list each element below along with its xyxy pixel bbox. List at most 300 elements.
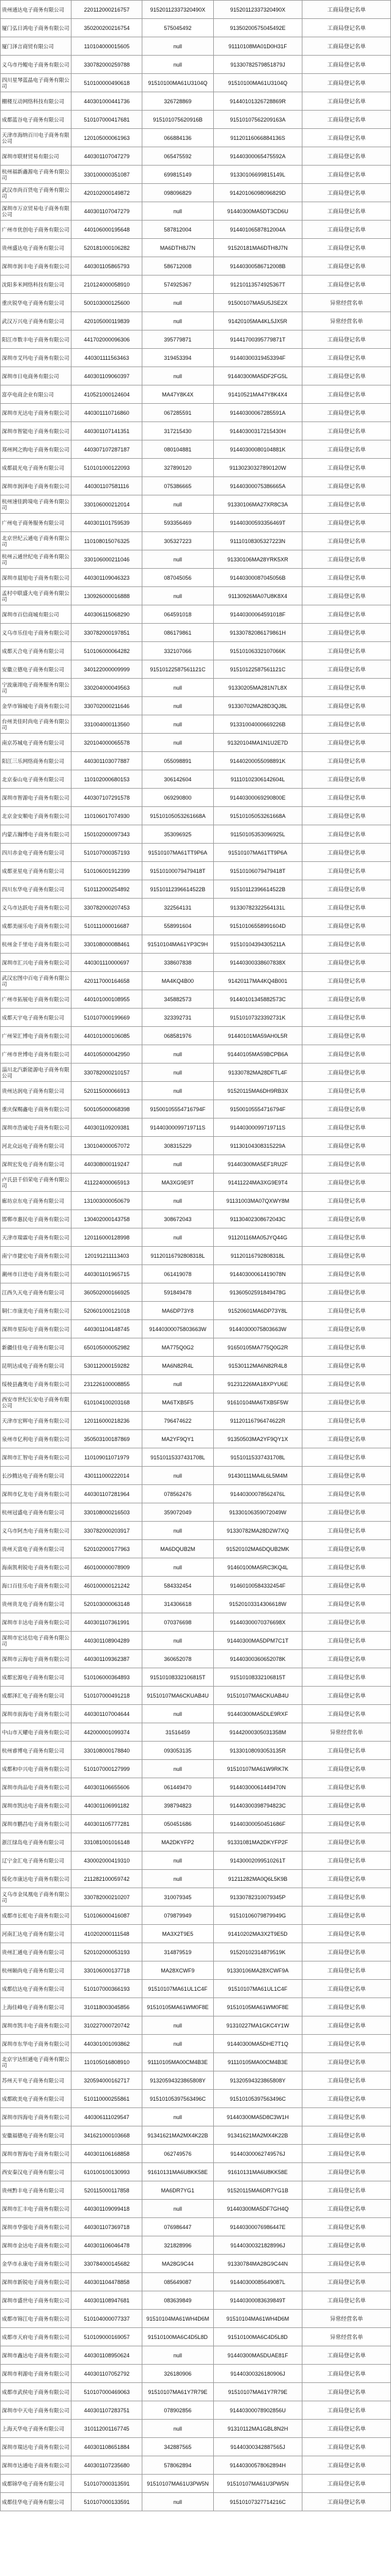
list-type-cell: 工商局登记名单 xyxy=(302,459,391,477)
list-type-cell: 工商局登记名单 xyxy=(302,587,391,605)
registration-number-cell: 110109011071979 xyxy=(71,1448,142,1467)
table-row xyxy=(1,2475,391,2493)
table-row xyxy=(1,2071,391,2090)
list-type-cell: 工商局登记名单 xyxy=(302,1228,391,1247)
org-code-cell: MA28XCWF9 xyxy=(142,1961,213,1980)
table-row xyxy=(1,111,391,129)
org-code-cell: 332107066 xyxy=(142,642,213,660)
table-row xyxy=(1,2310,391,2328)
registration-number-cell: 440301108904289 xyxy=(71,1632,142,1650)
org-code-cell: 586712008 xyxy=(142,257,213,275)
company-name-cell: 昆明达成电子商务有限公司 xyxy=(1,1357,71,1375)
table-row xyxy=(1,2108,391,2126)
credit-code-cell: 91510106079479418T xyxy=(213,862,302,880)
registration-number-cell: 440301106046478 xyxy=(71,2236,142,2255)
list-type-cell: 工商局登记名单 xyxy=(302,642,391,660)
list-type-cell: 工商局登记名单 xyxy=(302,1375,391,1393)
org-code-cell: null xyxy=(142,495,213,514)
registration-number-cell: 510107000491218 xyxy=(71,1687,142,1705)
credit-code-cell: 91510104394305211A xyxy=(213,935,302,954)
registration-number-cell: 310112001167745 xyxy=(71,2420,142,2438)
table-row xyxy=(1,74,391,92)
list-type-cell: 异常经营名单 xyxy=(302,1723,391,1742)
credit-code-cell: 91440300061449470N xyxy=(213,1778,302,1797)
table-row xyxy=(1,1815,391,1833)
list-type-cell: 工商局登记名单 xyxy=(302,1265,391,1283)
org-code-cell: MA28G9C44 xyxy=(142,2255,213,2273)
company-name-cell: 北京泰山电子商务有限公司 xyxy=(1,770,71,789)
table-row xyxy=(1,2456,391,2475)
registration-number-cell: 330106000212014 xyxy=(71,495,142,514)
org-code-cell: null xyxy=(142,2493,213,2511)
credit-code-cell: 91350200575045492E xyxy=(213,19,302,37)
registration-number-cell: 330108000216503 xyxy=(71,1503,142,1522)
table-row xyxy=(1,1155,391,1173)
credit-code-cell: 91440106587812004A xyxy=(213,221,302,239)
list-type-cell: 工商局登记名单 xyxy=(302,202,391,221)
table-row xyxy=(1,257,391,275)
org-code-cell: null xyxy=(142,1045,213,1064)
registration-number-cell: 440301103077887 xyxy=(71,752,142,770)
credit-code-cell: 91510112396614522B xyxy=(213,880,302,899)
table-row xyxy=(1,880,391,899)
list-type-cell: 工商局登记名单 xyxy=(302,2090,391,2108)
org-code-cell: 326180906 xyxy=(142,2365,213,2383)
credit-code-cell: 91341621MA2MX4K22B xyxy=(213,2126,302,2145)
table-row xyxy=(1,1760,391,1778)
registration-number-cell: 440101000108955 xyxy=(71,990,142,1009)
registration-number-cell: 530112000159282 xyxy=(71,1357,142,1375)
registration-number-cell: 320594000162717 xyxy=(71,2071,142,2090)
table-row xyxy=(1,239,391,257)
list-type-cell: 工商局登记名单 xyxy=(302,404,391,422)
company-name-cell: 杭州金千里电子商务有限公司 xyxy=(1,935,71,954)
org-code-cell: 069290800 xyxy=(142,789,213,807)
credit-code-cell: 91440300319453394F xyxy=(213,349,302,367)
table-row xyxy=(1,1742,391,1760)
org-code-cell: 91440300099719711S xyxy=(142,1118,213,1137)
table-row xyxy=(1,477,391,495)
list-type-cell: 工商局登记名单 xyxy=(302,1393,391,1412)
org-code-cell: MA6DTH8J7N xyxy=(142,239,213,257)
list-type-cell: 工商局登记名单 xyxy=(302,1302,391,1320)
registration-number-cell: 440301000441736 xyxy=(71,92,142,111)
org-code-cell: null xyxy=(142,37,213,56)
org-code-cell: 068581976 xyxy=(142,1027,213,1045)
table-row xyxy=(1,899,391,917)
company-name-cell: 成都亚星电子商务有限公司 xyxy=(1,862,71,880)
table-row xyxy=(1,2236,391,2255)
org-code-cell: null xyxy=(142,1155,213,1173)
registration-number-cell: 500105000068398 xyxy=(71,1100,142,1118)
credit-code-cell: 91120116MA05JYQ44G xyxy=(213,1228,302,1247)
list-type-cell: 工商局登记名单 xyxy=(302,752,391,770)
list-type-cell: 工商局登记名单 xyxy=(302,1009,391,1027)
table-row xyxy=(1,1797,391,1815)
list-type-cell: 工商局登记名单 xyxy=(302,899,391,917)
registration-number-cell: 520115000117858 xyxy=(71,2181,142,2200)
registration-number-cell: 130402000143758 xyxy=(71,1210,142,1228)
credit-code-cell: 91130402308672043C xyxy=(213,1210,302,1228)
list-type-cell: 工商局登记名单 xyxy=(302,166,391,184)
list-type-cell: 工商局登记名单 xyxy=(302,330,391,349)
list-type-cell: 工商局登记名单 xyxy=(302,2200,391,2218)
registration-number-cell: 510107000313591 xyxy=(71,2475,142,2493)
company-name-cell: 深圳市联财贸易有限公司 xyxy=(1,147,71,166)
credit-code-cell: 91110102306142604L xyxy=(213,770,302,789)
registration-number-cell: 430002000419310 xyxy=(71,1852,142,1870)
org-code-cell: 050451686 xyxy=(142,1815,213,1833)
registration-number-cell: 440301107581116 xyxy=(71,477,142,495)
credit-code-cell: 91130230327890120W xyxy=(213,459,302,477)
table-row xyxy=(1,1485,391,1503)
company-name-cell: 淄川北汽新能源电子商务有限公司 xyxy=(1,1064,71,1082)
company-name-cell: 成都佳华电子商务有限公司 xyxy=(1,2493,71,2511)
company-name-cell: 郑州网之购电子商务有限公司 xyxy=(1,440,71,459)
company-name-cell: 深圳市中天电子商务有限公司 xyxy=(1,2401,71,2420)
list-type-cell: 工商局登记名单 xyxy=(302,257,391,275)
company-name-cell: 深圳市金达电子商务有限公司 xyxy=(1,2236,71,2255)
registration-number-cell: 340122000009999 xyxy=(71,660,142,679)
registration-number-cell: 430111000222014 xyxy=(71,1467,142,1485)
company-name-cell: 中山市天耀电子商务有限公司 xyxy=(1,1723,71,1742)
list-type-cell: 工商局登记名单 xyxy=(302,1412,391,1430)
registration-number-cell: 460100000078909 xyxy=(71,1558,142,1577)
org-code-cell: 91510108332106815T xyxy=(142,1668,213,1687)
credit-code-cell: 91420117MA4KQ4B001 xyxy=(213,972,302,990)
org-code-cell: 321828996 xyxy=(142,2236,213,2255)
company-name-cell: 深圳市宏达信电子商务有限公司 xyxy=(1,1632,71,1650)
org-code-cell: null xyxy=(142,1375,213,1393)
credit-code-cell: 91440300MA5DF2FG5L xyxy=(213,367,302,385)
table-row xyxy=(1,2035,391,2053)
list-type-cell: 工商局登记名单 xyxy=(302,1558,391,1577)
company-name-cell: 广州市世博电子商务有限公司 xyxy=(1,1045,71,1064)
org-code-cell: 338607838 xyxy=(142,954,213,972)
company-name-cell: 北京宇达恒通电子商务有限公司 xyxy=(1,2053,71,2071)
credit-code-cell: 91360502591849478G xyxy=(213,1283,302,1302)
list-type-cell: 工商局登记名单 xyxy=(302,1925,391,1943)
table-row xyxy=(1,1870,391,1888)
list-type-cell: 工商局登记名单 xyxy=(302,1118,391,1137)
table-row xyxy=(1,221,391,239)
credit-code-cell: 91510106079879949G xyxy=(213,1906,302,1925)
credit-code-cell: 91330205MA281N7L8X xyxy=(213,679,302,697)
table-row xyxy=(1,972,391,990)
company-name-cell: 贵州盛达电子商务有限公司 xyxy=(1,239,71,257)
list-type-cell: 工商局登记名单 xyxy=(302,1027,391,1045)
org-code-cell: 796474622 xyxy=(142,1412,213,1430)
list-type-cell: 工商局登记名单 xyxy=(302,477,391,495)
list-type-cell: 工商局登记名单 xyxy=(302,2126,391,2145)
company-name-cell: 深圳市润泽电子商务有限公司 xyxy=(1,477,71,495)
registration-number-cell: 500103000125600 xyxy=(71,294,142,312)
registration-number-cell: 510111000016687 xyxy=(71,917,142,935)
org-code-cell: null xyxy=(142,2346,213,2365)
registration-number-cell: 420105000119839 xyxy=(71,312,142,330)
table-row xyxy=(1,404,391,422)
list-type-cell: 工商局登记名单 xyxy=(302,1906,391,1925)
list-type-cell: 工商局登记名单 xyxy=(302,1082,391,1100)
credit-code-cell: 91440300087045056B xyxy=(213,569,302,587)
credit-code-cell: 91510107323392731K xyxy=(213,1009,302,1027)
credit-code-cell: 91510107MA61W9RK7K xyxy=(213,1760,302,1778)
credit-code-cell: 91120116796474622R xyxy=(213,1412,302,1430)
registration-number-cell: 350503100187869 xyxy=(71,1430,142,1448)
registration-number-cell: 331004000113560 xyxy=(71,715,142,734)
credit-code-cell: 91440300078562476L xyxy=(213,1485,302,1503)
org-code-cell: 078902856 xyxy=(142,2401,213,2420)
credit-code-cell: 91440300321828996J xyxy=(213,2236,302,2255)
table-row xyxy=(1,734,391,752)
org-code-cell: 326728869 xyxy=(142,92,213,111)
registration-number-cell: 460100000121242 xyxy=(71,1577,142,1595)
table-row xyxy=(1,2273,391,2291)
company-name-cell: 北京世纪云通电子商务有限公司 xyxy=(1,532,71,550)
table-row xyxy=(1,1558,391,1577)
registration-number-cell: 330782000203917 xyxy=(71,1522,142,1540)
org-code-cell: 584332454 xyxy=(142,1577,213,1595)
credit-code-cell: 91330782579851879J xyxy=(213,56,302,74)
registration-number-cell: 130926000016888 xyxy=(71,587,142,605)
credit-code-cell: 91440300MA5D8C3W1H xyxy=(213,2108,302,2126)
table-row xyxy=(1,1687,391,1705)
table-row xyxy=(1,1467,391,1485)
list-type-cell: 工商局登记名单 xyxy=(302,239,391,257)
list-type-cell: 工商局登记名单 xyxy=(302,2035,391,2053)
credit-code-cell: 91510108332106815T xyxy=(213,1668,302,1687)
company-name-cell: 深圳市智源电子商务有限公司 xyxy=(1,789,71,807)
registration-number-cell: 330106000211046 xyxy=(71,550,142,569)
company-name-cell: 上海佳峰电子商务有限公司 xyxy=(1,1998,71,2016)
credit-code-cell: 91520115MA6DR7YG1B xyxy=(213,2181,302,2200)
list-type-cell: 工商局登记名单 xyxy=(302,2145,391,2163)
company-name-cell: 新疆佳佳电子商务有限公司 xyxy=(1,1338,71,1357)
credit-code-cell: 91440300050451686F xyxy=(213,1815,302,1833)
list-type-cell: 工商局登记名单 xyxy=(302,2475,391,2493)
table-row xyxy=(1,2328,391,2346)
table-row xyxy=(1,2346,391,2365)
credit-code-cell: 91440300067285591A xyxy=(213,404,302,422)
registration-number-cell: 330108000178840 xyxy=(71,1742,142,1760)
registration-number-cell: 440306115068290 xyxy=(71,605,142,624)
list-type-cell: 工商局登记名单 xyxy=(302,990,391,1009)
list-type-cell: 工商局登记名单 xyxy=(302,1430,391,1448)
table-body xyxy=(1,1,391,2511)
company-name-cell: 廊坊京东电子商务有限公司 xyxy=(1,1192,71,1210)
credit-code-cell: 91110108305327223N xyxy=(213,532,302,550)
credit-code-cell: 91440300078902856U xyxy=(213,2401,302,2420)
registration-number-cell: 510106001912399 xyxy=(71,862,142,880)
org-code-cell: 066884136 xyxy=(142,129,213,147)
table-row xyxy=(1,367,391,385)
table-row xyxy=(1,954,391,972)
list-type-cell: 工商局登记名单 xyxy=(302,2163,391,2181)
company-name-cell: 武汉宏图中百电子商务有限公司 xyxy=(1,972,71,990)
credit-code-cell: 91510105MA61WM0F8E xyxy=(213,1998,302,2016)
credit-code-cell: 91440200055098891K xyxy=(213,752,302,770)
list-type-cell: 工商局登记名单 xyxy=(302,844,391,862)
registration-number-cell: 510101000122093 xyxy=(71,459,142,477)
company-name-cell: 成都美丽乐电子商务有限公司 xyxy=(1,917,71,935)
org-code-cell: 078562476 xyxy=(142,1485,213,1503)
table-row xyxy=(1,1375,391,1393)
table-row xyxy=(1,1192,391,1210)
org-code-cell: 91510104MA61YP3C9H xyxy=(142,935,213,954)
registration-number-cell: 520102000053193 xyxy=(71,1943,142,1961)
company-name-cell: 深圳市新锐电子商务有限公司 xyxy=(1,2273,71,2291)
org-code-cell: 308672043 xyxy=(142,1210,213,1228)
registration-number-cell: 510107000469063 xyxy=(71,2383,142,2401)
company-name-cell: 成都蓝谷电子商务有限公司 xyxy=(1,111,71,129)
list-type-cell: 工商局登记名单 xyxy=(302,111,391,129)
table-row xyxy=(1,1522,391,1540)
registration-number-cell: 440301108651884 xyxy=(71,2438,142,2456)
table-row xyxy=(1,1357,391,1375)
list-type-cell: 工商局登记名单 xyxy=(302,1668,391,1687)
table-row xyxy=(1,1577,391,1595)
company-name-cell: 成都市武侯电子商务有限公司 xyxy=(1,2383,71,2401)
org-code-cell: 087045056 xyxy=(142,569,213,587)
table-row xyxy=(1,2163,391,2181)
list-type-cell: 工商局登记名单 xyxy=(302,2218,391,2236)
org-code-cell: null xyxy=(142,2200,213,2218)
credit-code-cell: 91440300342887565J xyxy=(213,2438,302,2456)
credit-code-cell: 91442000305031358M xyxy=(213,1723,302,1742)
company-name-cell: 深圳市汇丰电子商务有限公司 xyxy=(1,2200,71,2218)
company-name-cell: 杭州颐尚电子商务有限公司 xyxy=(1,1961,71,1980)
registration-number-cell: 440301106655606 xyxy=(71,1778,142,1797)
credit-code-cell: 91420105MA4KL5JX5R xyxy=(213,312,302,330)
company-name-cell: 重庆锐华电子商务有限公司 xyxy=(1,294,71,312)
company-name-cell: 广州荣汇博电子商务有限公司 xyxy=(1,1027,71,1045)
table-row xyxy=(1,1778,391,1797)
org-code-cell: null xyxy=(142,1228,213,1247)
org-code-cell: null xyxy=(142,2035,213,2053)
company-name-cell: 成都天宇电子商务有限公司 xyxy=(1,1009,71,1027)
company-name-cell: 四川星琴蓝晶电子商务有限公司 xyxy=(1,74,71,92)
table-row xyxy=(1,2291,391,2310)
org-code-cell: null xyxy=(142,1082,213,1100)
list-type-cell: 工商局登记名单 xyxy=(302,1540,391,1558)
credit-code-cell: 91500105554716794F xyxy=(213,1100,302,1118)
list-type-cell: 工商局登记名单 xyxy=(302,495,391,514)
list-type-cell: 工商局登记名单 xyxy=(302,422,391,440)
table-row xyxy=(1,770,391,789)
credit-code-cell: 91131003MA07QXWY8M xyxy=(213,1192,302,1210)
registration-number-cell: 320104000065578 xyxy=(71,734,142,752)
company-name-cell: 深圳市亿龙电子商务有限公司 xyxy=(1,1485,71,1503)
org-code-cell: 91500105554716794F xyxy=(142,1100,213,1118)
registration-number-cell: 440301105777281 xyxy=(71,1815,142,1833)
credit-code-cell: 91410202MA3X2T9E5D xyxy=(213,1925,302,1943)
credit-code-cell: 91520103314306618W xyxy=(213,1595,302,1613)
company-name-cell: 重庆保赐鑫电子商务有限公司 xyxy=(1,1100,71,1118)
credit-code-cell: 91120116792808318L xyxy=(213,1247,302,1265)
org-code-cell: 91510122587561121C xyxy=(142,660,213,679)
list-type-cell: 工商局登记名单 xyxy=(302,1961,391,1980)
credit-code-cell: 91440300085649087L xyxy=(213,2273,302,2291)
table-row xyxy=(1,330,391,349)
org-code-cell: 593356469 xyxy=(142,514,213,532)
org-code-cell: 076986447 xyxy=(142,2218,213,2236)
org-code-cell: 342887565 xyxy=(142,2438,213,2456)
credit-code-cell: 91510100MA61U3104Q xyxy=(213,74,302,92)
registration-number-cell: 410202000111548 xyxy=(71,1925,142,1943)
registration-number-cell: 440301110000697 xyxy=(71,954,142,972)
org-code-cell: null xyxy=(142,2108,213,2126)
registration-number-cell: 510107000366193 xyxy=(71,1980,142,1998)
registration-number-cell: 440301109060397 xyxy=(71,367,142,385)
org-code-cell: 91510107MA61UL1C4F xyxy=(142,1980,213,1998)
org-code-cell: 075386665 xyxy=(142,477,213,495)
credit-code-cell: 91440300061419078N xyxy=(213,1265,302,1283)
company-name-cell: 深圳市达通电子商务有限公司 xyxy=(1,2456,71,2475)
list-type-cell: 工商局登记名单 xyxy=(302,1320,391,1338)
list-type-cell: 工商局登记名单 xyxy=(302,1467,391,1485)
company-name-cell: 深圳市光达电子商务有限公司 xyxy=(1,404,71,422)
registration-number-cell: 130104000057072 xyxy=(71,1137,142,1155)
list-type-cell: 工商局登记名单 xyxy=(302,624,391,642)
table-row xyxy=(1,715,391,734)
company-name-cell: 义乌市金凤凰电子商务有限公司 xyxy=(1,1888,71,1906)
org-code-cell: 093053135 xyxy=(142,1742,213,1760)
credit-code-cell: 91440300MA5DT3CD6U xyxy=(213,202,302,221)
credit-code-cell: 91460100MA5RC3KQ4L xyxy=(213,1558,302,1577)
registration-number-cell: 120105000061963 xyxy=(71,129,142,147)
company-name-cell: 深圳市盛世电子商务有限公司 xyxy=(1,2291,71,2310)
credit-code-cell: 91350503MA2YF9QY1X xyxy=(213,1430,302,1448)
credit-code-cell: 91510107327714216C xyxy=(213,2493,302,2511)
org-code-cell: MA2DKYFP2 xyxy=(142,1833,213,1852)
company-name-cell: 内蒙古瀚博电子商务有限公司 xyxy=(1,825,71,844)
company-name-cell: 四川赤金电子商务有限公司 xyxy=(1,844,71,862)
list-type-cell: 工商局登记名单 xyxy=(302,1797,391,1815)
credit-code-cell: 91440300360652078K xyxy=(213,1650,302,1668)
company-name-cell: 深圳市晨旭电子商务有限公司 xyxy=(1,569,71,587)
list-type-cell: 工商局登记名单 xyxy=(302,1485,391,1503)
company-name-cell: 南京苏城电子商务有限公司 xyxy=(1,734,71,752)
org-code-cell: 065475592 xyxy=(142,147,213,166)
table-row xyxy=(1,2218,391,2236)
table-row xyxy=(1,2420,391,2438)
list-type-cell: 工商局登记名单 xyxy=(302,275,391,294)
table-row xyxy=(1,385,391,404)
list-type-cell: 工商局登记名单 xyxy=(302,807,391,825)
credit-code-cell: 91210113574925367T xyxy=(213,275,302,294)
credit-code-cell: 91440101345882573C xyxy=(213,990,302,1009)
org-code-cell: 327890120 xyxy=(142,459,213,477)
org-code-cell: 91110105MA00CM4B3E xyxy=(142,2053,213,2071)
list-type-cell: 工商局登记名单 xyxy=(302,1577,391,1595)
table-row xyxy=(1,514,391,532)
table-row xyxy=(1,349,391,367)
list-type-cell: 工商局登记名单 xyxy=(302,2108,391,2126)
org-code-cell: 91510105397563496C xyxy=(142,2090,213,2108)
credit-code-cell: 91440300080104881K xyxy=(213,440,302,459)
org-code-cell: null xyxy=(142,1870,213,1888)
org-code-cell: 578062894 xyxy=(142,2456,213,2475)
registration-number-cell: 440301110716860 xyxy=(71,404,142,422)
company-name-cell: 深圳市智能电子商务有限公司 xyxy=(1,422,71,440)
list-type-cell: 工商局登记名单 xyxy=(302,679,391,697)
table-row xyxy=(1,1393,391,1412)
table-row xyxy=(1,642,391,660)
org-code-cell: MA4KQ4B00 xyxy=(142,972,213,990)
company-name-cell: 深圳市凯达电子商务有限公司 xyxy=(1,1797,71,1815)
table-row xyxy=(1,312,391,330)
company-name-cell: 深圳市百信商城有限公司 xyxy=(1,605,71,624)
